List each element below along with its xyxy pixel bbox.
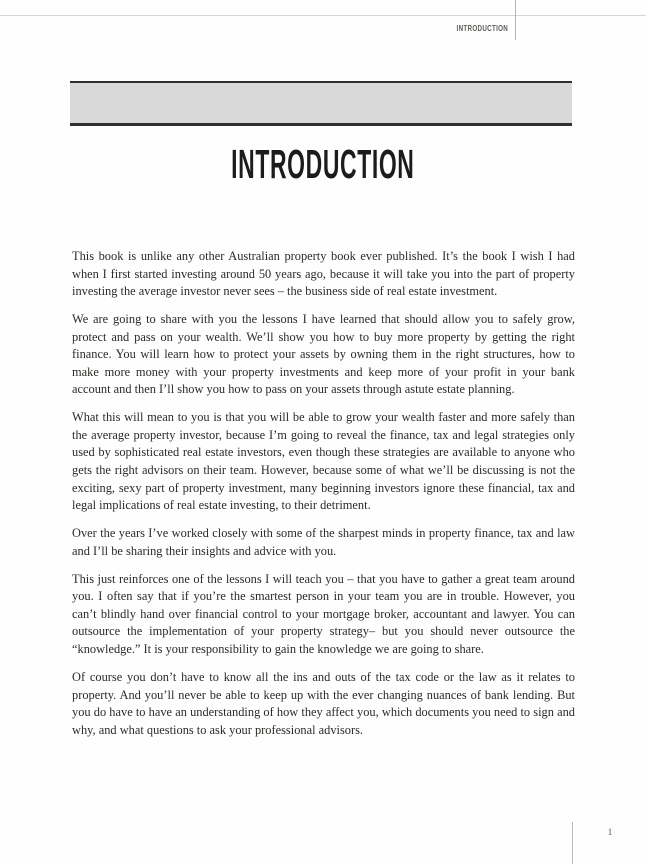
paragraph-3: What this will mean to you is that you will be able to grow your wealth faster and more safely than the average property investor, because I’m going to reveal the finance, tax and legal strategies only used by sophisticated real estate investors, even though these strategies are available to anyone who gets the right advisors on their team. However, because some of what we’ll be discussing is not the exciting, sexy part of property investment, many beginning investors ignore these financial, tax and legal implications of real estate investing, to their detriment. [72, 410, 575, 513]
paragraph-1: This book is unlike any other Australian property book ever published. It’s the book I wish I had when I first started investing around 50 years ago, because it will take you into the part of property investing the average investor never sees – the business side of real estate investment. [72, 249, 575, 299]
page-top-edge-rule [0, 15, 646, 16]
running-header-divider [515, 0, 516, 40]
running-header-title: INTRODUCTION [456, 24, 508, 33]
footer-divider [572, 822, 573, 864]
chapter-title [0, 141, 646, 187]
body-text [72, 248, 575, 750]
page-number: 1 [607, 828, 613, 838]
paragraph-6: Of course you don’t have to know all the ins and outs of the tax code or the law as it relates to property. And you’ll never be able to keep up with the ever changing nuances of bank lending. But you do have to have an understanding of how they affect you, which documents you need to sign and why, and what questions to ask your professional advisors. [72, 669, 575, 737]
paragraph-5: This just reinforces one of the lessons I will teach you – that you have to gather a great team around you. I often say that if you’re the smartest person in your team you are in trouble. However, you can’t blindly hand over financial control to your mortgage broker, accountant and lawyer. You can outsource the implementation of your property strategy– but you should never outsource the “knowledge.” It is your responsibility to gain the knowledge we are going to share. [72, 571, 575, 656]
paragraph-2: We are going to share with you the lessons I have learned that should allow you to safely grow, protect and pass on your wealth. We’ll show you how to buy more property by getting the right finance. You will learn how to protect your assets by owning them in the right structures, how to make more money with your property investments and keep more of your profit in your bank account and then I’ll show you how to pass on your assets through astute estate planning. [72, 312, 575, 397]
chapter-title-text: INTRODUCTION [231, 141, 415, 187]
title-banner [70, 81, 572, 126]
paragraph-4: Over the years I’ve worked closely with some of the sharpest minds in property finance, tax and law and I’ll be sharing their insights and advice with you. [72, 526, 575, 558]
